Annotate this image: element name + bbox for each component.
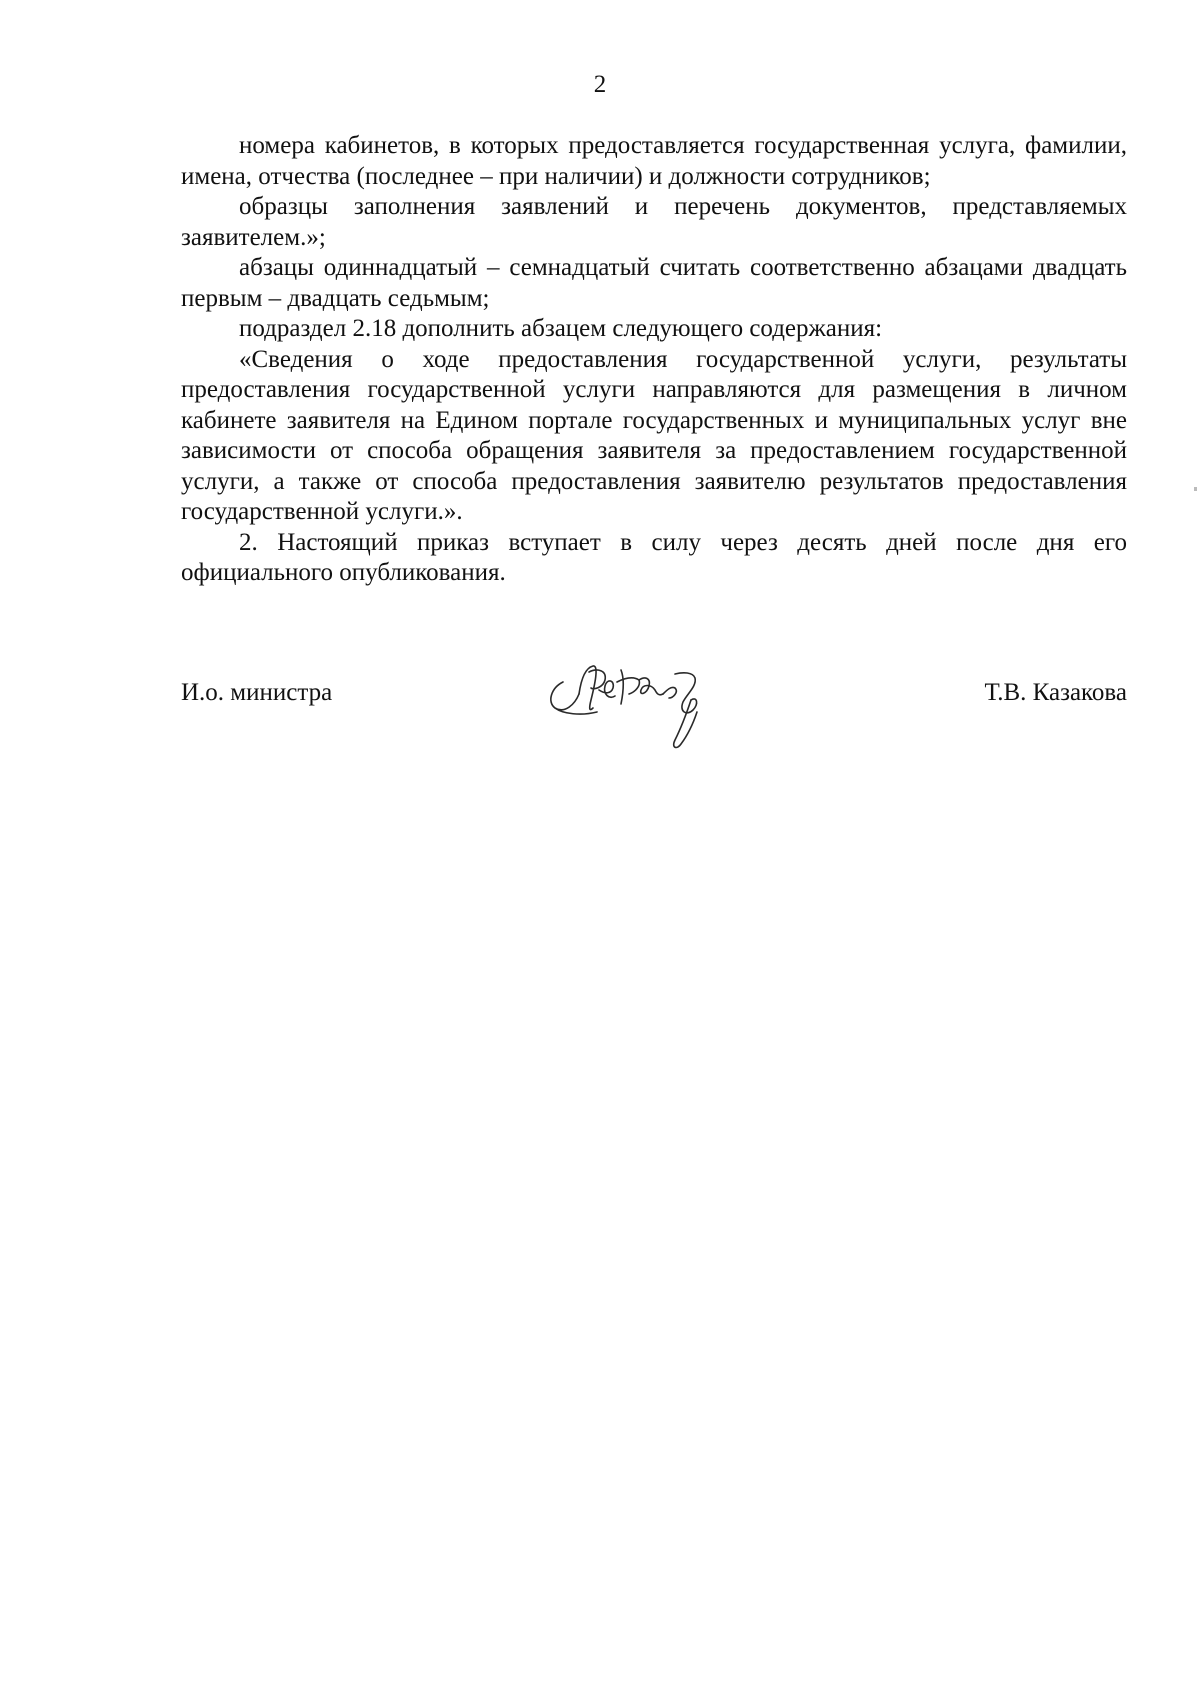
handwritten-signature <box>541 650 741 760</box>
paragraph-effective-date: 2. Настоящий приказ вступает в силу через десять дней после дня его официального опубликования. <box>181 528 1127 586</box>
paragraph-renumbering: абзацы одиннадцатый – семнадцатый считать соответственно абзацами двадцать первым – двадцать седьмым; <box>181 254 1127 312</box>
page-number: 2 <box>593 71 607 98</box>
document-body <box>181 131 1127 589</box>
paragraph-office-numbers: номера кабинетов, в которых предоставляется государственная услуга, фамилии, имена, отчества (последнее – при наличии) и должности сотрудников; <box>181 132 1127 190</box>
signatory-name: Т.В. Казакова <box>984 679 1127 706</box>
signature-block <box>181 650 1127 760</box>
paragraph-subsection-218: подраздел 2.18 дополнить абзацем следующего содержания: <box>239 315 883 342</box>
signatory-title: И.о. министра <box>181 679 333 706</box>
paragraph-sample-forms: образцы заполнения заявлений и перечень документов, представляемых заявителем.»; <box>181 193 1127 251</box>
paragraph-quoted-addition: «Сведения о ходе предоставления государственной услуги, результаты предоставления государственной услуги направляются для размещения в личном кабинете заявителя на Едином портале государственных и муниципальных услуг вне зависимости от способа обращения заявителя за предоставлением государственной услуги, а также от способа предоставления заявителю результатов предоставления государственной услуги.». <box>181 345 1127 525</box>
scan-edge-mark <box>1194 487 1197 491</box>
